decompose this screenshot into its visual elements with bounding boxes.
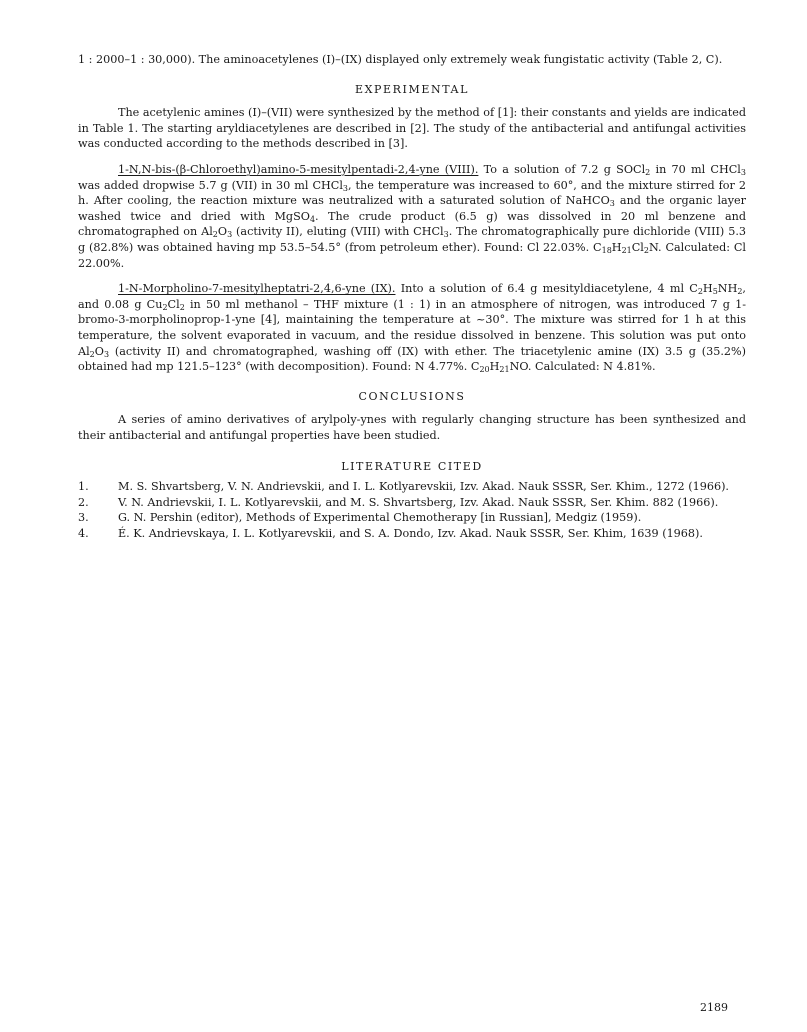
reference-item xyxy=(78,495,746,511)
reference-text: G. N. Pershin (editor), Methods of Experimental Chemotherapy [in Russian], Medgiz (1959). xyxy=(118,511,642,525)
intro-tail-paragraph: 1 : 2000–1 : 30,000). The aminoacetylenes (I)–(IX) displayed only extremely weak fungistatic activity (Table 2, C). xyxy=(78,53,723,66)
page-number: 2189 xyxy=(700,1001,728,1014)
compound-viii-title: 1-N,N-bis-(β-Chloroethyl)amino-5-mesitylpentadi-2,4-yne (VIII). xyxy=(118,162,479,176)
reference-text: V. N. Andrievskii, I. L. Kotlyarevskii, and M. S. Shvartsberg, Izv. Akad. Nauk SSSR, Ser. Khim. 882 (1966). xyxy=(118,495,719,509)
reference-text: É. K. Andrievskaya, I. L. Kotlyarevskii, and S. A. Dondo, Izv. Akad. Nauk SSSR, Ser. Khim, 1639 (1968). xyxy=(118,526,703,540)
experimental-heading: EXPERIMENTAL xyxy=(354,82,470,96)
compound-ix-title: 1-N-Morpholino-7-mesitylheptatri-2,4,6-yne (IX). xyxy=(118,282,396,296)
conclusions-heading: CONCLUSIONS xyxy=(358,389,466,403)
reference-item xyxy=(78,510,746,526)
reference-item xyxy=(78,479,746,495)
reference-list xyxy=(78,479,746,541)
page-body xyxy=(78,52,746,541)
literature-heading: LITERATURE CITED xyxy=(341,460,483,474)
compound-ix-paragraph: 1-N-Morpholino-7-mesitylheptatri-2,4,6-yne (IX). Into a solution of 6.4 g mesityldiacetylene, 4 ml $C_2H_5NH_2$, and 0.08 g $Cu_2Cl_2$ in 50 ml methanol – THF mixture (1 : 1) in an atmosphere of nitrogen, was introduced 7 g 1-bromo-3-morpholinoprop-1-yne [4], maintaining the temperature at ~30°. The mixture was stirred for 1 h at this temperature, the solvent evaporated in vacuum, and the residue dissolved in benzene. This solution was put onto $Al_2O_3$ (activity II) and chromatographed, washing off (IX) with ether. The triacetylenic amine (IX) 3.5 g (35.2%) obtained had mp 121.5–123° (with decomposition). Found: N 4.77%. $C_{20}H_{21}NO$. Calculated: N 4.81%. xyxy=(78,282,746,375)
reference-number: 3. xyxy=(78,511,89,525)
experimental-paragraph-1: The acetylenic amines (I)–(VII) were synthesized by the method of [1]: their constants and yields are indicated in Table 1. The starting aryldiacetylenes are described in [2]. The study of the antibacterial and antifungal activities was conducted according to the methods described in [3]. xyxy=(78,106,746,151)
compound-viii-paragraph: 1-N,N-bis-(β-Chloroethyl)amino-5-mesitylpentadi-2,4-yne (VIII). To a solution of 7.2 g SOCl$_2$ in 70 ml CHCl$_3$ was added dropwise 5.7 g (VII) in 30 ml CHCl$_3$, the temperature was increased to 60°, and the mixture stirred for 2 h. After cooling, the reaction mixture was neutralized with a saturated solution of NaHCO$_3$ and the organic layer washed twice and dried with MgSO$_4$. The crude product (6.5 g) was dissolved in 20 ml benzene and chromatographed on $Al_2O_3$ (activity II), eluting (VIII) with CHCl$_3$. The chromatographically pure dichloride (VIII) 5.3 g (82.8%) was obtained having mp 53.5–54.5° (from petroleum ether). Found: Cl 22.03%. $C_{18}H_{21}Cl_2N$. Calculated: Cl 22.00%. xyxy=(78,162,747,270)
reference-number: 4. xyxy=(78,526,89,540)
reference-number: 2. xyxy=(78,495,89,509)
reference-number: 1. xyxy=(78,480,89,494)
reference-text: M. S. Shvartsberg, V. N. Andrievskii, and I. L. Kotlyarevskii, Izv. Akad. Nauk SSSR, Ser. Khim., 1272 (1966). xyxy=(118,480,729,494)
conclusions-paragraph: A series of amino derivatives of arylpoly-ynes with regularly changing structure has been synthesized and their antibacterial and antifungal properties have been studied. xyxy=(78,413,746,442)
reference-item xyxy=(78,526,746,542)
